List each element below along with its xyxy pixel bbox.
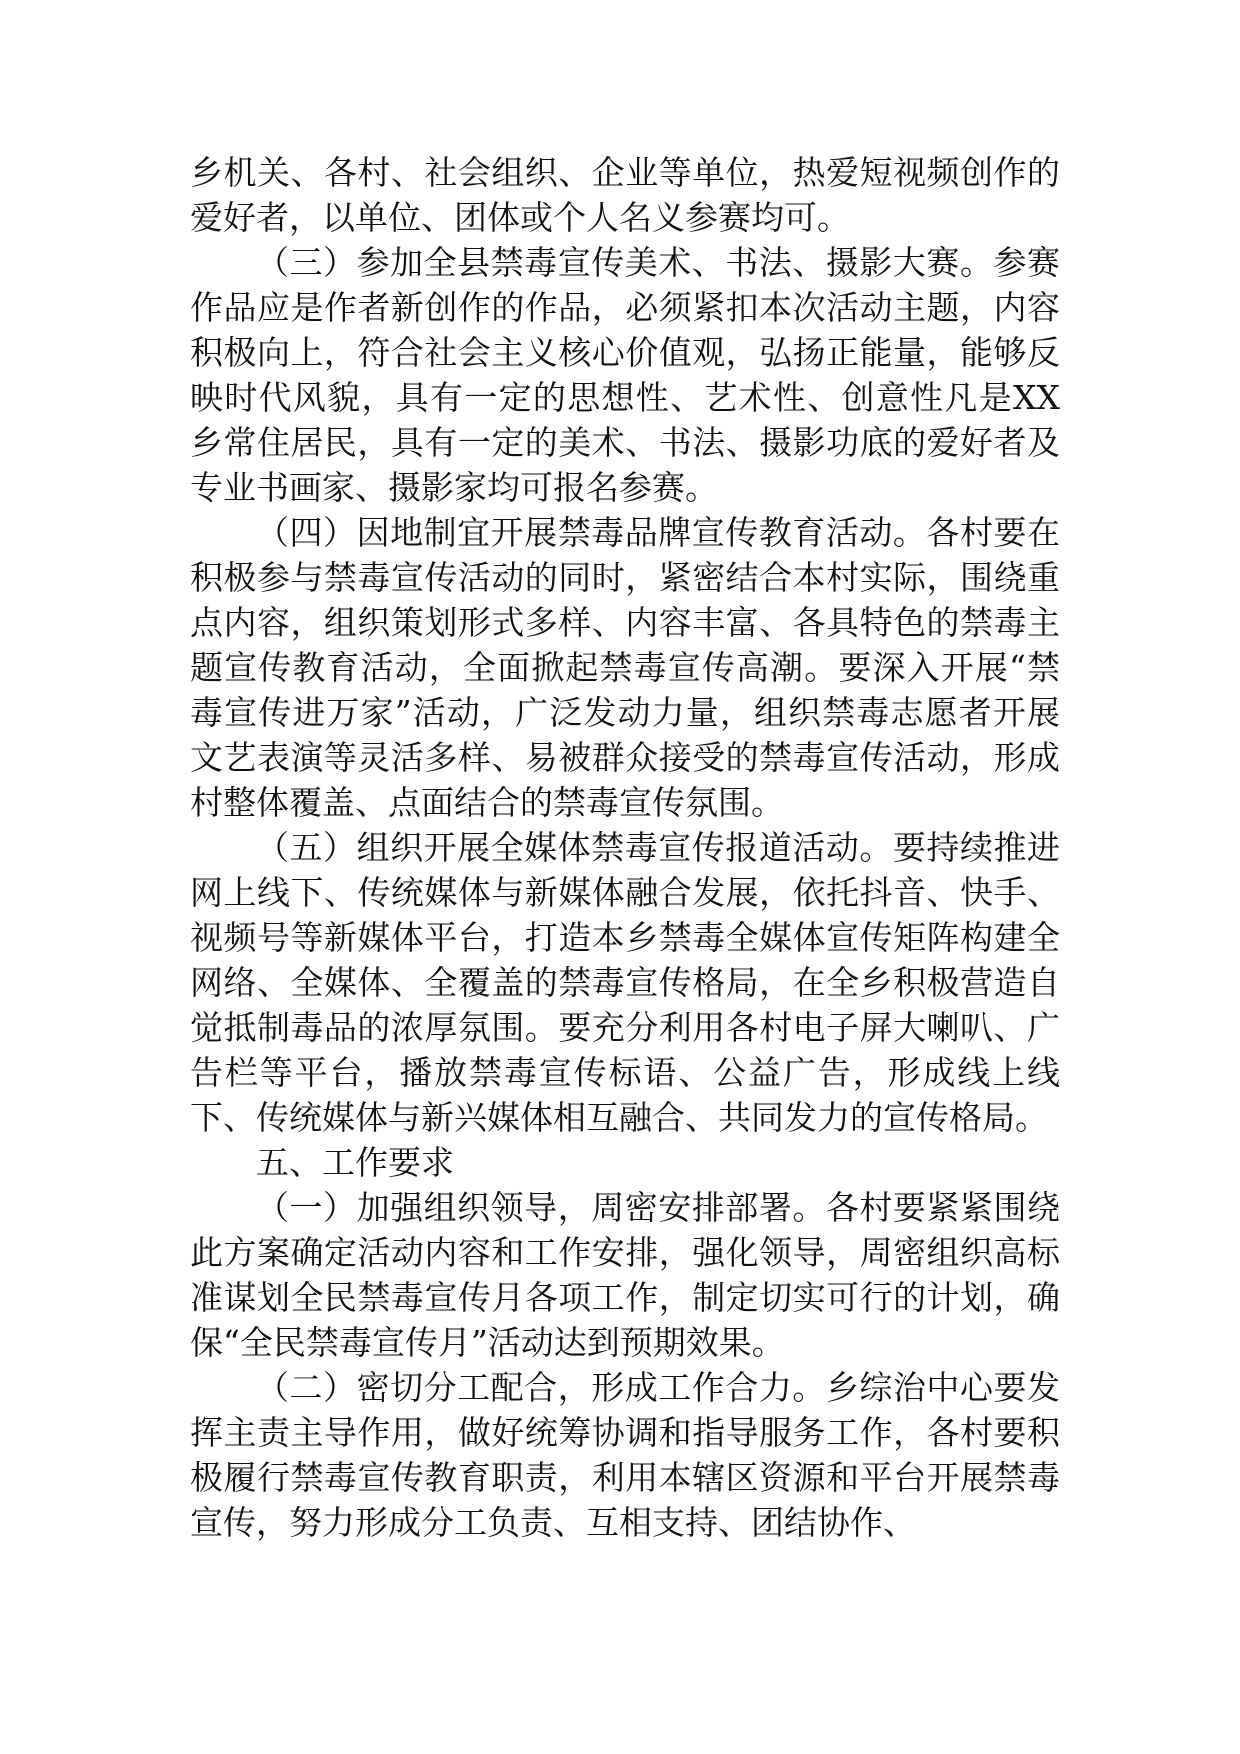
paragraph-cooperation: （二）密切分工配合，形成工作合力。乡综治中心要发挥主责主导作用，做好统筹协调和指导服务工作，各村要积极履行禁毒宣传教育职责，利用本辖区资源和平台开展禁毒宣传，努力形成分工负责、互相支持、团结协作、 [190,1368,1060,1542]
paragraph-art-contest: （三）参加全县禁毒宣传美术、书法、摄影大赛。参赛作品应是作者新创作的作品，必须紧扣本次活动主题，内容积极向上，符合社会主义核心价值观，弘扬正能量，能够反映时代风貌，具有一定的思想性、艺术性、创意性凡是XX乡常住居民，具有一定的美术、书法、摄影功底的爱好者及专业书画家、摄影家均可报名参赛。 [190,243,1060,507]
paragraph-participants: 乡机关、各村、社会组织、企业等单位，热爱短视频创作的爱好者，以单位、团体或个人名义参赛均可。 [190,153,1060,237]
paragraph-brand-activities: （四）因地制宜开展禁毒品牌宣传教育活动。各村要在积极参与禁毒宣传活动的同时，紧密结合本村实际，围绕重点内容，组织策划形式多样、内容丰富、各具特色的禁毒主题宣传教育活动，全面掀起禁毒宣传高潮。要深入开展“禁毒宣传进万家”活动，广泛发动力量，组织禁毒志愿者开展文艺表演等灵活多样、易被群众接受的禁毒宣传活动，形成村整体覆盖、点面结合的禁毒宣传氛围。 [190,513,1060,822]
document-page [190,150,1060,1545]
paragraph-media-coverage: （五）组织开展全媒体禁毒宣传报道活动。要持续推进网上线下、传统媒体与新媒体融合发展，依托抖音、快手、视频号等新媒体平台，打造本乡禁毒全媒体宣传矩阵构建全网络、全媒体、全覆盖的禁毒宣传格局，在全乡积极营造自觉抵制毒品的浓厚氛围。要充分利用各村电子屏大喇叭、广告栏等平台，播放禁毒宣传标语、公益广告，形成线上线下、传统媒体与新兴媒体相互融合、共同发力的宣传格局。 [190,828,1060,1137]
section-heading-requirements: 五、工作要求 [256,1143,454,1182]
paragraph-leadership: （一）加强组织领导，周密安排部署。各村要紧紧围绕此方案确定活动内容和工作安排，强化领导，周密组织高标准谋划全民禁毒宣传月各项工作，制定切实可行的计划，确保“全民禁毒宣传月”活动达到预期效果。 [190,1188,1060,1362]
